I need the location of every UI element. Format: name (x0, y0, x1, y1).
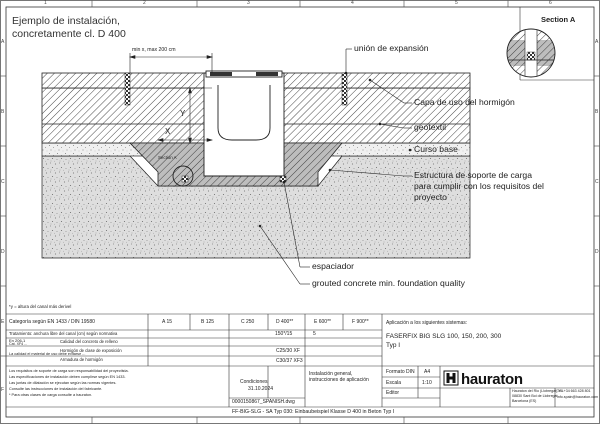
expansion-joint-right (342, 73, 347, 105)
tb-class-c250: C 250 (241, 319, 255, 325)
frame-letter-c: C (1, 179, 5, 185)
tb-product-line2: Typ I (386, 342, 401, 349)
tb-row2-label: Tratamiento: anchura libre del canal (cm) según normativa (9, 331, 118, 336)
callout-load-bearing-2: para cumplir con los requisitos del (414, 181, 544, 191)
frame-number-5: 5 (455, 0, 458, 6)
frame-number-4: 4 (351, 0, 354, 6)
expansion-joint-left (125, 73, 130, 105)
callout-load-bearing-3: proyecto (414, 192, 447, 202)
tb-class-e600: E 600** (314, 319, 331, 325)
tb-note-4: Consulte las instrucciones de instalación del fabricante. (9, 387, 103, 391)
frame-letter-d: D (1, 249, 5, 255)
frame-letter-e: E (1, 319, 5, 325)
tb-conditions-label: Condiciones (240, 379, 268, 385)
callout-load-bearing-1: Estructura de soporte de carga (414, 170, 532, 180)
tb-row3-text: Calidad del concreto de relleno (60, 339, 118, 344)
callout-expansion-joint: unión de expansión (354, 43, 429, 53)
frame-letter-f: F (1, 387, 5, 393)
tb-company-2: 08830 Sant Boi de Llobregat (512, 394, 558, 398)
callout-base-course: Curso base (414, 144, 458, 154)
section-a-title: Section A (541, 15, 576, 24)
callout-geotextile: geotextil (414, 122, 447, 132)
tb-note-1: Los requisitos de soporte de carga son responsabilidad del proyectista. (9, 369, 129, 373)
x-label: X (165, 127, 171, 136)
tb-install-info-1: Instalación general, (309, 371, 353, 377)
tb-class-f900: F 900** (352, 319, 369, 325)
tb-install-info-2: instrucciones de aplicación (309, 377, 369, 383)
frame-letter-d-right: D (595, 249, 599, 255)
tb-row4-text: Hormigón de clase de exposición (60, 348, 122, 353)
tb-contact-1: Tel: +34 663 428 801 (557, 389, 591, 393)
callout-spacer: espaciador (312, 261, 355, 271)
frame-number-2: 2 (143, 0, 146, 6)
spacer-right (280, 176, 286, 182)
frame-letter-a: A (1, 39, 5, 45)
tb-row5-text: Armadura de hormigón (60, 357, 103, 362)
tb-class-a15: A 15 (162, 319, 173, 325)
tb-company-3: Barcelona (ES) (512, 399, 537, 403)
tb-scale-value: 1:10 (422, 380, 432, 386)
dimension-label: min x, max 200 cm (132, 47, 176, 53)
tb-note-5: * Para otras clases de carga consulte a hauraton. (9, 393, 93, 397)
frame-letter-a-right: A (595, 39, 599, 45)
tb-row3-label-2: Cat. XF4 ... (9, 342, 28, 346)
tb-date: 31.10.2024 (248, 386, 274, 392)
tb-row5-value: C30/37 XF3 (276, 358, 303, 364)
frame-number-6: 6 (549, 0, 552, 6)
frame-letter-b-right: B (595, 109, 599, 115)
tb-scale-label: Escala (386, 380, 402, 386)
tb-applies-to: Aplicación a los siguientes sistemas: (386, 320, 468, 326)
callout-wear-layer: Capa de uso del hormigón (414, 97, 515, 107)
tb-row3-label-1: En 206-1 (9, 338, 26, 343)
callout-grouted-concrete: grouted concrete min. foundation quality (312, 278, 465, 288)
tb-row2-value-2: 5 (313, 331, 316, 337)
tb-row2-value-1: 150*/15 (275, 331, 293, 337)
tb-class-b125: B 125 (201, 319, 215, 325)
tb-file-name: 0000150867_SPANISH.dwg (232, 399, 295, 405)
tb-note-2: Las especificaciones de instalación deben cumplirse según EN 1433. (9, 375, 126, 379)
drawing-title-line1: Ejemplo de instalación, (12, 15, 120, 27)
channel-invert (218, 85, 270, 140)
frame-number-1: 1 (44, 0, 47, 6)
tb-row4-value: C25/30 XF (276, 348, 300, 354)
y-label: Y (180, 109, 186, 118)
tb-company-1: Hauraton del Rio (Llobregat), SL (512, 389, 564, 393)
spacer-left (182, 176, 188, 182)
tb-class-d400: D 400** (276, 319, 294, 325)
drawing-title-line2: concretamente cl. D 400 (12, 28, 126, 40)
footnote: *y = altura del canal más derivel (9, 304, 72, 309)
tb-page-label: Editor (386, 390, 400, 396)
hauraton-logo-mark (444, 371, 458, 385)
tb-footer: FF-BIG-SLG - SA Typ 030: Einbaubeispiel Klasse D 400 in Beton Typ I (232, 409, 395, 415)
tb-contact-2: info.spain@hauraton.com (557, 395, 599, 399)
brand-logo: hauraton (461, 371, 523, 388)
frame-letter-b: B (1, 109, 5, 115)
tb-format-label: Formato DIN (386, 369, 415, 375)
section-a-tag: Section A (158, 155, 177, 160)
tb-product-line1: FASERFIX BIG SLG 100, 150, 200, 300 (386, 333, 502, 340)
tb-format-value: A4 (424, 369, 431, 375)
tb-note-3: Las juntas de dilatación se ejecutan según las normas vigentes. (9, 381, 117, 385)
dimension-top (130, 53, 212, 73)
frame-letter-c-right: C (595, 179, 599, 185)
frame-number-3: 3 (247, 0, 250, 6)
tb-row5-label: La calidad el material de uso debe evitarse ... (9, 352, 86, 356)
tb-category-label: Categoría según EN 1433 / DIN 19580 (9, 319, 95, 325)
